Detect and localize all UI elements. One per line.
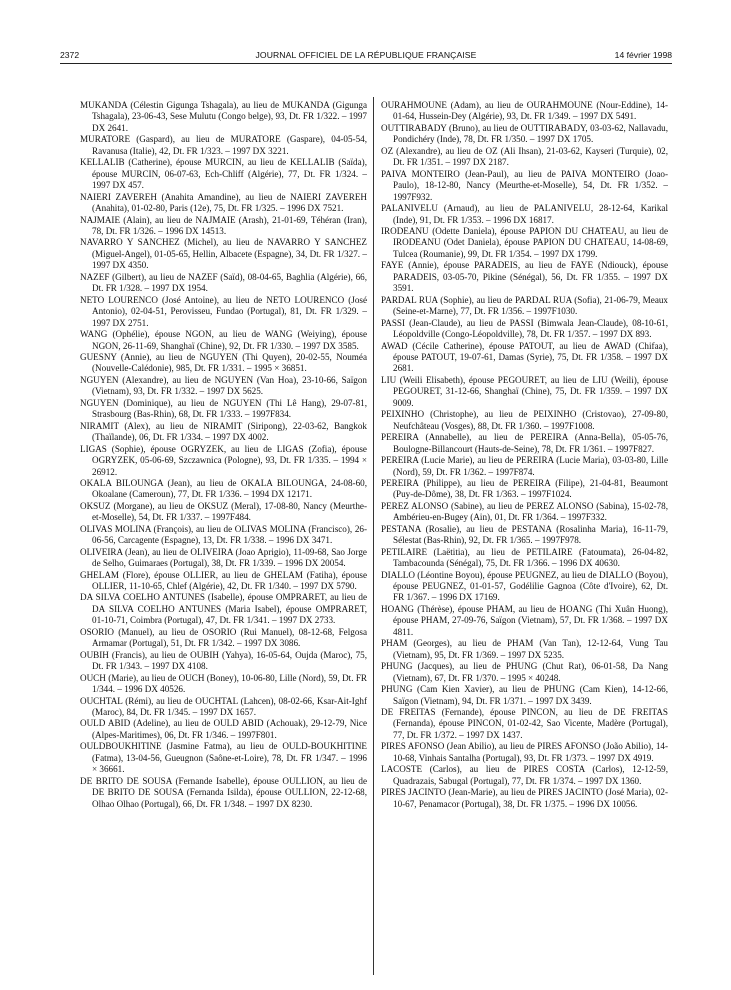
list-item: OKALA BILOUNGA (Jean), au lieu de OKALA BILOUNGA, 24-08-60, Okoalane (Cameroun), 77, Dt. FR 1/336. – 1994 DX 12171. [80, 477, 367, 500]
journal-title: JOURNAL OFFICIEL DE LA RÉPUBLIQUE FRANÇAISE [255, 50, 477, 60]
list-item: OUCHTAL (Rémi), au lieu de OUCHTAL (Lahcen), 08-02-66, Ksar-Ait-Ighf (Maroc), 84, Dt. FR 1/345. – 1997 DX 1657. [80, 695, 367, 718]
issue-date: 14 février 1998 [614, 50, 672, 60]
page-number: 2372 [60, 50, 80, 60]
list-item: GUESNY (Annie), au lieu de NGUYEN (Thi Quyen), 20-02-55, Nouméa (Nouvelle-Calédonie), 985, Dt. FR 1/331. – 1995 × 36851. [80, 351, 367, 374]
list-item: OULDBOUKHITINE (Jasmine Fatma), au lieu de OULD-BOUKHITINE (Fatma), 13-04-56, Gueugnon (Saône-et-Loire), 78, Dt. FR 1/347. – 1996 × 36661. [80, 741, 367, 775]
list-item: LIU (Weili Elisabeth), épouse PEGOURET, au lieu de LIU (Weili), épouse PEGOURET, 31-12-66, Shanghaï (Chine), 75, Dt. FR 1/359. – 1997 DX 9009. [381, 374, 668, 408]
list-item: IRODEANU (Odette Daniela), épouse PAPION DU CHATEAU, au lieu de IRODEANU (Odet Daniela), épouse PAPION DU CHATEAU, 14-08-69, Tulcea (Roumanie), 99, Dt. FR 1/354. – 1997 DX 1799. [381, 225, 668, 259]
list-item: PESTANA (Rosalie), au lieu de PESTANA (Rosalinha Maria), 16-11-79, Sélestat (Bas-Rhin), 92, Dt. FR 1/365. – 1997F978. [381, 523, 668, 546]
list-item: MUKANDA (Célestin Gigunga Tshagala), au lieu de MUKANDA (Gigunga Tshagala), 23-06-43, Sese Mulutu (Congo belge), 93, Dt. FR 1/322. – 1997 DX 2641. [80, 100, 367, 133]
list-item: NGUYEN (Alexandre), au lieu de NGUYEN (Van Hoa), 23-10-66, Saïgon (Vietnam), 93, Dt. FR 1/332. – 1997 DX 5625. [80, 374, 367, 397]
list-item: PEREIRA (Annabelle), au lieu de PEREIRA (Anna-Bella), 05-05-76, Boulogne-Billancourt (Hauts-de-Seine), 78, Dt. FR 1/361. – 1997F827. [381, 432, 668, 454]
list-item: PEREIRA (Philippe), au lieu de PEREIRA (Filipe), 21-04-81, Beaumont (Puy-de-Dôme), 38, Dt. FR 1/363. – 1997F1024. [381, 477, 668, 500]
list-item: OUBIH (Francis), au lieu de OUBIH (Yahya), 16-05-64, Oujda (Maroc), 75, Dt. FR 1/343. – 1997 DX 4108. [80, 649, 367, 672]
list-item: PEIXINHO (Christophe), au lieu de PEIXINHO (Cristovao), 27-09-80, Neufchâteau (Vosges), 88, Dt. FR 1/360. – 1997F1008. [381, 409, 668, 431]
list-item: OSORIO (Manuel), au lieu de OSORIO (Rui Manuel), 08-12-68, Felgosa Armamar (Portugal), 51, Dt. FR 1/342. – 1997 DX 3086. [80, 626, 367, 649]
list-item: PHUNG (Jacques), au lieu de PHUNG (Chut Rat), 06-01-58, Da Nang (Vietnam), 67, Dt. FR 1/370. – 1995 × 40248. [381, 661, 668, 683]
list-item: PARDAL RUA (Sophie), au lieu de PARDAL RUA (Sofia), 21-06-79, Meaux (Seine-et-Marne), 77, Dt. FR 1/356. – 1997F1030. [381, 294, 668, 317]
list-item: OURAHMOUNE (Adam), au lieu de OURAHMOUNE (Nour-Eddine), 14-01-64, Hussein-Dey (Algérie), 93, Dt. FR 1/349. – 1997 DX 5491. [381, 100, 668, 122]
right-column [381, 100, 668, 810]
list-item: NAIERI ZAVEREH (Anahita Amandine), au lieu de NAIERI ZAVEREH (Anahita), 01-02-80, Paris (12e), 75, Dt. FR 1/325. – 1996 DX 7521. [80, 191, 367, 214]
list-item: NGUYEN (Dominique), au lieu de NGUYEN (Thi Lê Hang), 29-07-81, Strasbourg (Bas-Rhin), 68, Dt. FR 1/333. – 1997F834. [80, 397, 367, 420]
list-item: OUCH (Marie), au lieu de OUCH (Boney), 10-06-80, Lille (Nord), 59, Dt. FR 1/344. – 1996 DX 40526. [80, 672, 367, 695]
list-item: PETILAIRE (Laëtitia), au lieu de PETILAIRE (Fatoumata), 26-04-82, Tambacounda (Sénégal), 75, Dt. FR 1/366. – 1996 DX 40630. [381, 546, 668, 569]
list-item: WANG (Ophélie), épouse NGON, au lieu de WANG (Weiying), épouse NGON, 26-11-69, Shanghaï (Chine), 92, Dt. FR 1/330. – 1997 DX 3585. [80, 329, 367, 351]
list-item: PASSI (Jean-Claude), au lieu de PASSI (Bimwala Jean-Claude), 08-10-61, Léopoldville (Congo-Léopoldville), 78, Dt. FR 1/357. – 1997 DX 893. [381, 317, 668, 340]
list-item: NAZEF (Gilbert), au lieu de NAZEF (Saïd), 08-04-65, Baghlia (Algérie), 66, Dt. FR 1/328. – 1997 DX 1954. [80, 271, 367, 294]
list-item: LACOSTE (Carlos), au lieu de PIRES COSTA (Carlos), 12-12-59, Quadrazais, Sabugal (Portugal), 77, Dt. FR 1/374. – 1997 DX 1360. [381, 764, 668, 786]
list-item: PHUNG (Cam Kien Xavier), au lieu de PHUNG (Cam Kien), 14-12-66, Saïgon (Vietnam), 94, Dt. FR 1/371. – 1997 DX 3439. [381, 684, 668, 706]
column-divider [373, 97, 374, 975]
list-item: PEREZ ALONSO (Sabine), au lieu de PEREZ ALONSO (Sabina), 15-02-78, Ambérieu-en-Bugey (Ain), 01, Dt. FR 1/364. – 1997F332. [381, 500, 668, 523]
list-item: GHELAM (Flore), épouse OLLIER, au lieu de GHELAM (Fatiha), épouse OLLIER, 11-10-65, Chlef (Algérie), 42, Dt. FR 1/340. – 1997 DX 5790. [80, 569, 367, 592]
list-item: PIRES JACINTO (Jean-Marie), au lieu de PIRES JACINTO (José Maria), 02-10-67, Penamacor (Portugal), 38, Dt. FR 1/375. – 1996 DX 10056. [381, 787, 668, 809]
list-item: FAYE (Annie), épouse PARADEIS, au lieu de FAYE (Ndiouck), épouse PARADEIS, 03-05-70, Pikine (Sénégal), 56, Dt. FR 1/355. – 1997 DX 3591. [381, 260, 668, 294]
list-item: DE FREITAS (Fernande), épouse PINCON, au lieu de DE FREITAS (Fernanda), épouse PINCON, 01-02-42, Sao Vicente, Madère (Portugal), 77, Dt. FR 1/372. – 1997 DX 1437. [381, 707, 668, 740]
list-item: LIGAS (Sophie), épouse OGRYZEK, au lieu de LIGAS (Zofia), épouse OGRYZEK, 05-06-69, Szczawnica (Pologne), 93, Dt. FR 1/335. – 1994 × 26912. [80, 443, 367, 477]
page-header [60, 50, 672, 64]
list-item: PHAM (Georges), au lieu de PHAM (Van Tan), 12-12-64, Vung Tau (Vietnam), 95, Dt. FR 1/369. – 1997 DX 5235. [381, 638, 668, 660]
list-item: PIRES AFONSO (Jean Abilio), au lieu de PIRES AFONSO (João Abilio), 14-10-68, Vinhais Santalha (Portugal), 93, Dt. FR 1/373. – 1997 DX 4919. [381, 741, 668, 763]
list-item: NAJMAIE (Alain), au lieu de NAJMAIE (Arash), 21-01-69, Téhéran (Iran), 78, Dt. FR 1/326. – 1996 DX 14513. [80, 214, 367, 236]
left-column [80, 100, 367, 810]
list-item: PEREIRA (Lucie Marie), au lieu de PEREIRA (Lucie Maria), 03-03-80, Lille (Nord), 59, Dt. FR 1/362. – 1997F874. [381, 455, 668, 477]
list-item: MURATORE (Gaspard), au lieu de MURATORE (Gaspare), 04-05-54, Ravanusa (Italie), 42, Dt. FR 1/323. – 1997 DX 3221. [80, 134, 367, 156]
list-item: OLIVEIRA (Jean), au lieu de OLIVEIRA (Joao Aprigio), 11-09-68, Sao Jorge de Selho, Guimaraes (Portugal), 38, Dt. FR 1/339. – 1996 DX 20054. [80, 546, 367, 569]
list-item: NETO LOURENCO (José Antoine), au lieu de NETO LOURENCO (José Antonio), 02-04-51, Perovisseu, Fundao (Portugal), 81, Dt. FR 1/329. – 1997 DX 2751. [80, 294, 367, 328]
list-item: OLIVAS MOLINA (François), au lieu de OLIVAS MOLINA (Francisco), 26-06-56, Carcagente (Espagne), 13, Dt. FR 1/338. – 1996 DX 3471. [80, 523, 367, 546]
list-item: HOANG (Thérèse), épouse PHAM, au lieu de HOANG (Thi Xuân Huong), épouse PHAM, 27-09-76, Saïgon (Vietnam), 57, Dt. FR 1/368. – 1997 DX 4811. [381, 603, 668, 637]
list-item: OULD ABID (Adeline), au lieu de OULD ABID (Achouak), 29-12-79, Nice (Alpes-Maritimes), 06, Dt. FR 1/346. – 1997F801. [80, 718, 367, 740]
list-item: OKSUZ (Morgane), au lieu de OKSUZ (Meral), 17-08-80, Nancy (Meurthe-et-Moselle), 54, Dt. FR 1/337. – 1997F484. [80, 500, 367, 523]
list-item: PAIVA MONTEIRO (Jean-Paul), au lieu de PAIVA MONTEIRO (Joao-Paulo), 18-12-80, Nancy (Meurthe-et-Moselle), 54, Dt. FR 1/352. – 1997F932. [381, 168, 668, 202]
list-item: AWAD (Cécile Catherine), épouse PATOUT, au lieu de AWAD (Chifaa), épouse PATOUT, 19-07-61, Damas (Syrie), 75, Dt. FR 1/358. – 1997 DX 2681. [381, 340, 668, 374]
list-item: DE BRITO DE SOUSA (Fernande Isabelle), épouse OULLION, au lieu de DE BRITO DE SOUSA (Fernanda Isilda), épouse OULLION, 22-12-68, Olhao Olhao (Portugal), 66, Dt. FR 1/348. – 1997 DX 8230. [80, 775, 367, 809]
list-item: OZ (Alexandre), au lieu de OZ (Ali Ihsan), 21-03-62, Kayseri (Turquie), 02, Dt. FR 1/351. – 1997 DX 2187. [381, 145, 668, 168]
list-item: KELLALIB (Catherine), épouse MURCIN, au lieu de KELLALIB (Saïda), épouse MURCIN, 06-07-63, Ech-Chliff (Algérie), 77, Dt. FR 1/324. – 1997 DX 457. [80, 157, 367, 191]
list-item: NIRAMIT (Alex), au lieu de NIRAMIT (Siripong), 22-03-62, Bangkok (Thaïlande), 06, Dt. FR 1/334. – 1997 DX 4002. [80, 420, 367, 443]
list-item: NAVARRO Y SANCHEZ (Michel), au lieu de NAVARRO Y SANCHEZ (Miguel-Angel), 01-05-65, Hellin, Albacete (Espagne), 34, Dt. FR 1/327. – 1997 DX 4350. [80, 237, 367, 271]
list-item: PALANIVELU (Arnaud), au lieu de PALANIVELU, 28-12-64, Karikal (Inde), 91, Dt. FR 1/353. – 1996 DX 16817. [381, 203, 668, 225]
list-item: OUTTIRABADY (Bruno), au lieu de OUTTIRABADY, 03-03-62, Nallavadu, Pondichéry (Inde), 78, Dt. FR 1/350. – 1997 DX 1705. [381, 122, 668, 145]
list-item: DIALLO (Léontine Boyou), épouse PEUGNEZ, au lieu de DIALLO (Boyou), épouse PEUGNEZ, 01-01-57, Godélilie Gagnoa (Côte d'Ivoire), 62, Dt. FR 1/367. – 1996 DX 17169. [381, 569, 668, 603]
list-item: DA SILVA COELHO ANTUNES (Isabelle), épouse OMPRARET, au lieu de DA SILVA COELHO ANTUNES (Maria Isabel), épouse OMPRARET, 01-10-71, Coimbra (Portugal), 47, Dt. FR 1/341. – 1997 DX 2733. [80, 592, 367, 626]
